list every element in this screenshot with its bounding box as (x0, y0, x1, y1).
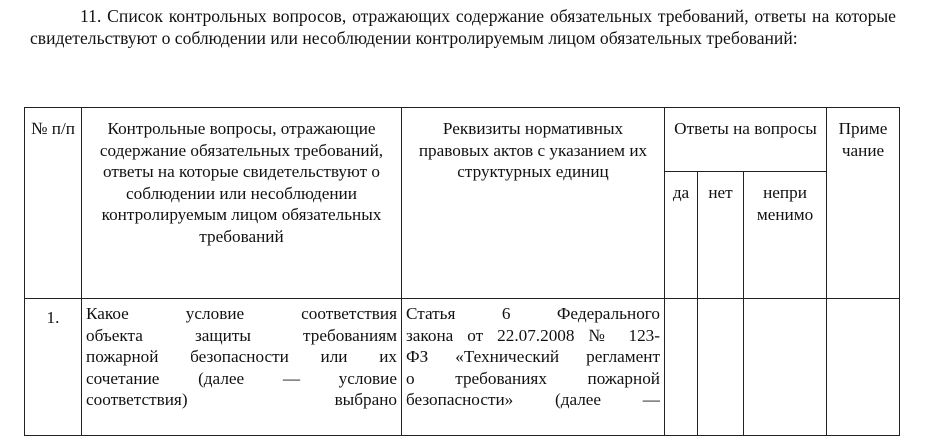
row-answer-no (698, 299, 744, 436)
header-number: № п/п (25, 108, 82, 299)
row-number: 1. (25, 299, 82, 436)
header-answers: Ответы на вопросы (665, 108, 827, 172)
header-not-applicable: непри менимо (744, 172, 827, 299)
row-requisites-line: безопасности» (далее — (406, 390, 660, 409)
row-question (82, 299, 402, 436)
row-requisites-line: о требованиях пожарной (406, 368, 660, 388)
row-requisites-line: Статья 6 Федерального (406, 304, 660, 323)
row-question-line: соответствия) выбрано (86, 390, 397, 409)
row-requisites (402, 299, 665, 436)
section-intro: 11. Список контрольных вопросов, отражающих содержание обязательных требований, ответы на которые свидетельствуют о соблюдении или несоблюдении контролируемым лицом обязательных требований: (30, 6, 896, 48)
row-answer-yes (665, 299, 698, 436)
header-no: нет (698, 172, 744, 299)
control-questions-table (24, 107, 900, 436)
table-row (25, 299, 900, 436)
row-answer-not-applicable (744, 299, 827, 436)
row-requisites-line: ФЗ «Технический регламент (406, 347, 660, 366)
header-requisites: Реквизиты нормативных правовых актов с указанием их структурных единиц (402, 108, 665, 299)
header-note: Приме чание (827, 108, 900, 299)
row-question-line: пожарной безопасности или их (86, 347, 397, 366)
row-requisites-line: закона от 22.07.2008 № 123- (406, 325, 660, 345)
header-question: Контрольные вопросы, отражающие содержание обязательных требований, ответы на которые свидетельствуют о соблюдении или несоблюдении контролируемым лицом обязательных требований (82, 108, 402, 299)
row-question-line: сочетание (далее — условие (86, 368, 397, 388)
row-question-line: Какое условие соответствия (86, 304, 397, 323)
row-question-line: объекта защиты требованиям (86, 325, 397, 345)
header-yes: да (665, 172, 698, 299)
row-note (827, 299, 900, 436)
table-header-row (25, 108, 900, 172)
